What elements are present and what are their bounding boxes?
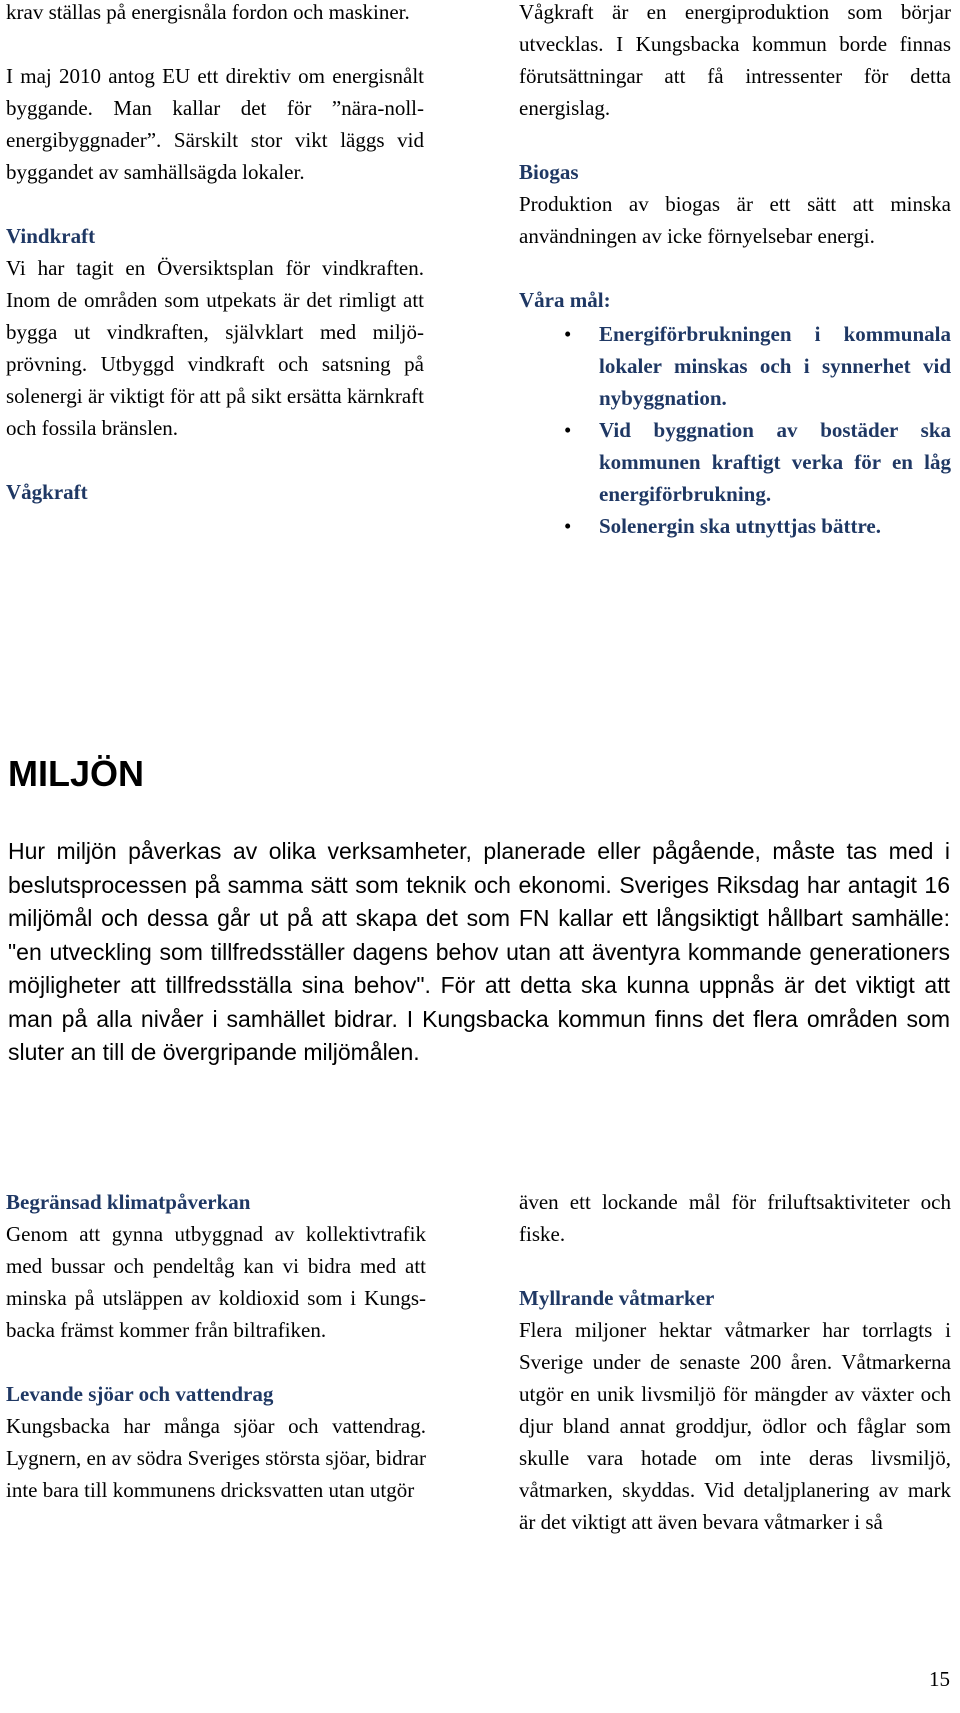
goal-text: Solenergin ska utnyttjas bättre. [599, 514, 881, 538]
bottom-right-column [519, 1186, 951, 1538]
klimat-heading: Begränsad klimatpåverkan [6, 1190, 251, 1214]
top-right-column [519, 0, 951, 542]
goals-list [519, 318, 951, 542]
vagkraft-text: Vågkraft är en energiproduktion som börjar utvecklas. I Kungsbacka kommun borde finnas förutsättningar att få intressenter för detta energislag. [519, 0, 951, 120]
sjoar-continued-text: även ett lockande mål för friluftsaktiviteter och fiske. [519, 1190, 951, 1246]
goal-item [564, 318, 951, 414]
bullet-icon: • [564, 322, 572, 346]
goal-text: Energiförbrukningen i kommunala lokaler minskas och i synnerhet vid nybyggnation. [599, 322, 951, 410]
sjoar-text: Kungsbacka har många sjöar och vattendrag. Lygnern, en av södra Sveriges största sjöar, bidrar inte bara till kommunens dricksvatten utan utgör [6, 1414, 426, 1502]
vatmarker-heading: Myllrande våtmarker [519, 1286, 715, 1310]
section-body: Hur miljön påverkas av olika verksamheter, planerade eller pågående, måste tas med i beslutsprocessen på samma sätt som teknik och ekonomi. Sveriges Riksdag har antagit 16 miljömål och dessa går ut på att skapa det som FN kallar ett långsiktigt hållbart samhälle: "en utveckling som tillfredsställer dagens behov utan att äventyra kommande generationers möjligheter att tillfredsställa sina behov". För att detta ska kunna uppnås är det viktigt att man på alla nivåer i samhället bidrar. I Kungsbacka kommun finns det flera områden som sluter an till de övergripande miljömålen. [8, 838, 950, 1065]
goal-item [564, 510, 951, 542]
bullet-icon: • [564, 418, 572, 442]
paragraph-fordon: krav ställas på energisnåla fordon och maskiner. [6, 0, 410, 24]
section-title: MILJÖN [8, 753, 145, 794]
vindkraft-heading: Vindkraft [6, 224, 96, 248]
vindkraft-text: Vi har tagit en Översiktsplan för vindkraften. Inom de områden som utpekats är det rimligt att bygga ut vindkraften, självklart med miljöprövning. Utbyggd vindkraft och satsning på solenergi är viktigt för att på sikt ersätta kärnkraft och fossila bränslen. [6, 256, 424, 440]
vatmarker-text: Flera miljoner hektar våtmarker har torrlagts i Sverige under de senaste 200 åren. Våtmarkerna utgör en unik livsmiljö för mängder av växter och djur bland annat groddjur, ödlor och fåglar som skulle vara hotade om inte deras livsmiljö, våtmarken, skyddas. Vid detaljplanering av mark är det viktigt att även bevara våtmarker i så [519, 1318, 951, 1534]
sjoar-heading: Levande sjöar och vattendrag [6, 1382, 274, 1406]
biogas-text: Produktion av biogas är ett sätt att minska användningen av icke förnyelsebar energi. [519, 192, 951, 248]
goal-text: Vid byggnation av bostäder ska kommunen kraftigt verka för en låg energiförbrukning. [599, 418, 951, 506]
bullet-icon: • [564, 514, 572, 538]
biogas-heading: Biogas [519, 160, 579, 184]
paragraph-eu-direktiv: I maj 2010 antog EU ett direktiv om energisnålt byggande. Man kallar det för ”nära-noll-energibyggnader”. Särskilt stor vikt läggs vid byggandet av samhällsägda lokaler. [6, 64, 424, 184]
vagkraft-heading: Vågkraft [6, 480, 88, 504]
page-number: 15 [929, 1667, 950, 1691]
klimat-text: Genom att gynna utbyggnad av kollektivtrafik med bussar och pendeltåg kan vi bidra med att minska på utsläppen av koldioxid som i Kungsbacka främst kommer från biltrafiken. [6, 1222, 426, 1342]
goals-heading: Våra mål: [519, 288, 611, 312]
goal-item [564, 414, 951, 510]
bottom-left-column [6, 1186, 426, 1506]
top-left-column [6, 0, 424, 508]
